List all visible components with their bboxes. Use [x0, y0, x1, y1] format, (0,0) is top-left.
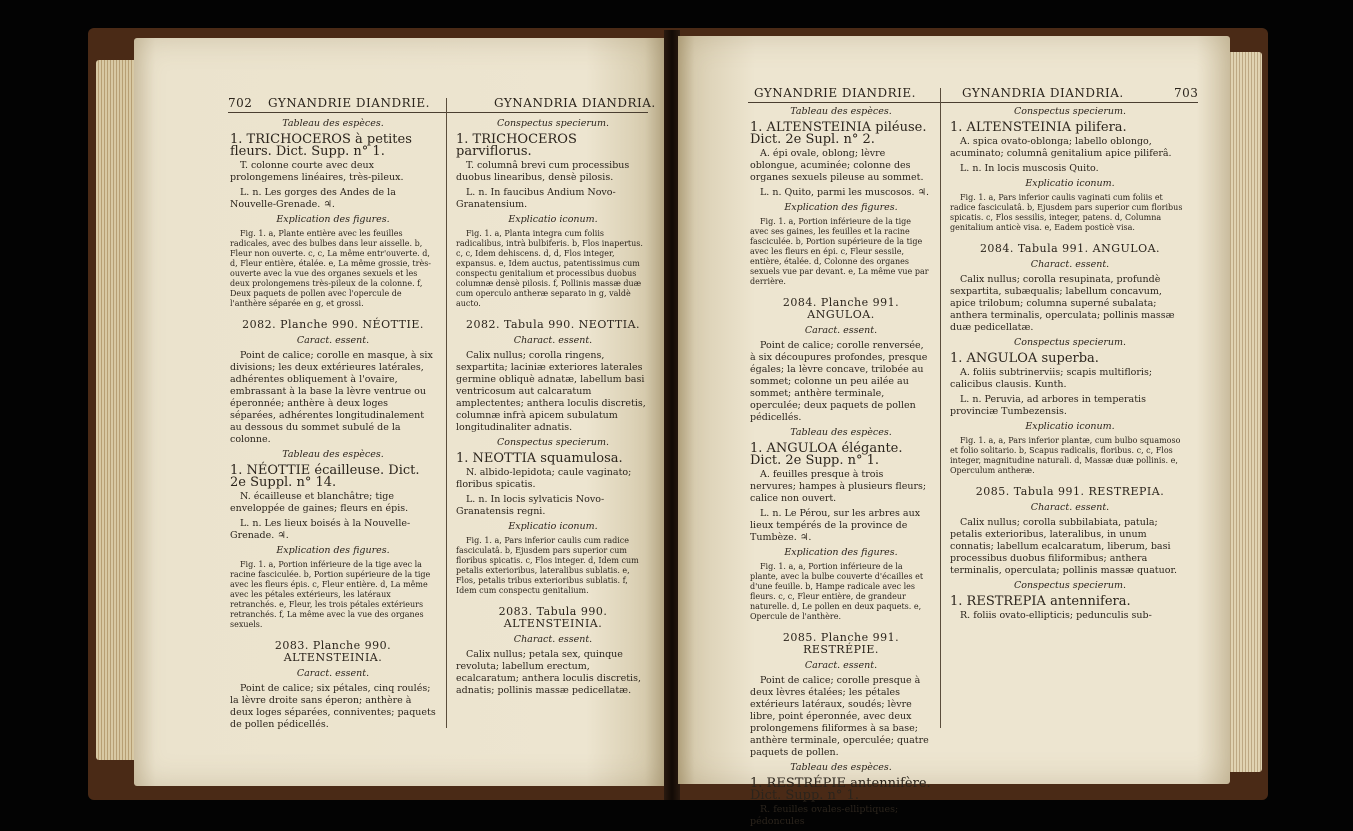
left-header-rule — [228, 112, 648, 113]
section-subheading: Tableau des espèces. — [790, 427, 892, 438]
figure-explanation: Fig. 1. a, Portion inférieure de la tige avec la racine fasciculée. b, Portion supérieure de la tige avec les fleurs épis. c, Fleur entière. d, La même avec les pétales extérieurs, les latéraux retranchés. e, Fleur, les trois pétales extérieurs retranchés. f, La même avec la vue des organes sexuels. — [230, 560, 431, 629]
species-heading: 1. ANGULOA superba. — [950, 351, 1099, 366]
figure-explanation: Fig. 1. a, a, Portion inférieure de la plante, avec la bulbe couverte d'écailles et d'une feuille. b, Hampe radicale avec les fleurs. c, c, Fleur entière, de grandeur naturelle. d, Le pollen en deux paquets. e, Opercule de l'anthère. — [750, 562, 924, 621]
section-subheading: Tableau des espèces. — [282, 118, 384, 129]
section-subheading: Tableau des espèces. — [790, 106, 892, 117]
body-paragraph: Point de calice; six pétales, cinq roulés; la lèvre droite sans éperon; anthère à deux loges séparées, conniventes; paquets de pollen pédicellés. — [230, 683, 436, 730]
figure-explanation: Fig. 1. a, Pars inferior caulis cum radice fasciculatâ. b, Ejusdem pars superior cum floribus spicatis. c, Flos integer. d, Idem cum petalis exterioribus, lateralibus sublatis. e, Flos, petalis tribus exterioribus sublatis. f, Idem cum conspectu genitalium. — [456, 536, 639, 595]
section-subheading: Tableau des espèces. — [790, 762, 892, 773]
section-subheading: Caract. essent. — [804, 660, 878, 671]
species-heading: 1. RESTREPIA antennifera. — [950, 594, 1131, 609]
body-paragraph: L. n. Les gorges des Andes de la Nouvelle-Grenade. ♃. — [230, 187, 396, 210]
section-subheading: Charact. essent. — [1030, 259, 1110, 270]
left-page-number: 702 — [228, 96, 253, 110]
body-paragraph: L. n. Peruvia, ad arbores in temperatis provinciæ Tumbezensis. — [950, 394, 1146, 417]
plate-title: 2085. Tabula 991. RESTREPIA. — [975, 485, 1165, 498]
section-subheading: Conspectus specierum. — [1013, 337, 1127, 348]
section-subheading: Caract. essent. — [296, 668, 370, 679]
body-paragraph: R. foliis ovato-ellipticis; pedunculis sub- — [960, 610, 1152, 621]
body-paragraph: T. columnâ brevi cum processibus duobus linearibus, densè pilosis. — [456, 160, 630, 183]
body-paragraph: L. n. In locis muscosis Quito. — [960, 163, 1099, 174]
body-paragraph: R. feuilles ovales-elliptiques; pédoncules — [750, 804, 899, 827]
body-paragraph: L. n. Le Pérou, sur les arbres aux lieux tempérés de la province de Tumbèze. ♃. — [750, 508, 921, 543]
right-running-head-la: GYNANDRIA DIANDRIA. — [962, 86, 1124, 100]
body-paragraph: Calix nullus; corolla resupinata, profundè sexpartita, subæqualis; labellum concavum, apice trilobum; columna superné subalata; anthera terminalis, operculata; pollinis massæ duæ pedicellatæ. — [950, 274, 1175, 333]
left-french-column — [230, 118, 436, 734]
body-paragraph: N. albido-lepidota; caule vaginato; floribus spicatis. — [456, 467, 632, 490]
body-paragraph: Calix nullus; corolla ringens, sexpartita; laciniæ exteriores laterales germine obliquè adnatæ, labellum basi ventricosum aut calcaratum amplectentes; anthera loculis discretis, columnæ infrà apicem subulatum longitudinaliter adnatis. — [456, 350, 646, 433]
section-subheading: Explicatio iconum. — [508, 521, 598, 532]
body-paragraph: Point de calice; corolle presque à deux lèvres étalées; les pétales extérieurs latéraux, soudés; lèvre libre, point éperonnée, avec deux prolongemens filiformes à sa base; anthère terminale, operculée; quatre paquets de pollen. — [750, 675, 929, 758]
left-latin-column — [456, 118, 650, 700]
right-page — [678, 36, 1230, 827]
body-paragraph: A. épi ovale, oblong; lèvre oblongue, acuminée; colonne des organes sexuels pileuse au sommet. — [750, 148, 924, 183]
section-subheading: Charact. essent. — [513, 634, 593, 645]
figure-explanation: Fig. 1. a, Planta integra cum foliis radicalibus, intrà bulbiferis. b, Flos inapertus. c, c, Idem dehiscens. d, d, Flos integer, expansus. e, Idem auctus, patentissimus cum conspectu genitalium et processibus duobus columnæ densè pilosis. f, Pollinis massæ duæ cum operculo antheræ separato in g, valdè aucto. — [456, 229, 643, 308]
body-paragraph: L. n. In faucibus Andium Novo-Granatensium. — [456, 187, 616, 210]
plate-title: 2083. Planche 990. ALTENSTEINIA. — [274, 639, 392, 664]
right-header-rule — [748, 102, 1198, 103]
plate-title: 2083. Tabula 990. ALTENSTEINIA. — [498, 605, 608, 630]
section-subheading: Caract. essent. — [804, 325, 878, 336]
section-subheading: Explicatio iconum. — [1025, 178, 1115, 189]
section-subheading: Charact. essent. — [513, 335, 593, 346]
left-page — [134, 38, 666, 786]
right-latin-column — [950, 106, 1190, 625]
left-column-rule — [446, 98, 447, 728]
body-paragraph: A. spica ovato-oblonga; labello oblongo, acuminato; columnâ genitalium apice piliferâ. — [950, 136, 1172, 159]
body-paragraph: Calix nullus; petala sex, quinque revoluta; labellum erectum, ecalcaratum; anthera loculis discretis, adnatis; pollinis massæ pedicellatæ. — [456, 649, 641, 696]
body-paragraph: Point de calice; corolle renversée, à six découpures profondes, presque égales; la lèvre concave, trilobée au sommet; colonne un peu ailée au sommet; anthère terminale, operculée; deux paquets de pollen pédicellés. — [750, 340, 928, 423]
left-page-edges — [96, 60, 136, 760]
section-subheading: Caract. essent. — [296, 335, 370, 346]
figure-explanation: Fig. 1. a, Plante entière avec les feuilles radicales, avec des bulbes dans leur aisselle. b, Fleur non ouverte. c, c, La même entr'ouverte. d, d, Fleur entière, étalée. e, La même grossie, très-ouverte avec la vue des organes sexuels et les deux prolongemens très-pileux de la colonne. f, Deux paquets de pollen avec l'opercule de l'anthère séparée en g, et grossi. — [230, 229, 432, 308]
section-subheading: Conspectus specierum. — [1013, 580, 1127, 591]
species-heading: 1. TRICHOCEROS à petites fleurs. Dict. Supp. n° 1. — [230, 132, 412, 159]
body-paragraph: T. colonne courte avec deux prolongemens linéaires, très-pileux. — [230, 160, 404, 183]
plate-title: 2085. Planche 991. RESTRÉPIE. — [782, 631, 900, 656]
section-subheading: Charact. essent. — [1030, 502, 1110, 513]
right-page-edges — [1228, 52, 1262, 772]
right-column-rule — [940, 88, 941, 728]
species-heading: 1. ANGULOA élégante. Dict. 2e Supp. n° 1. — [750, 441, 903, 468]
figure-explanation: Fig. 1. a, a, Pars inferior plantæ, cum bulbo squamoso et folio solitario. b, Scapus radicalis, floribus. c, c, Flos integer, magnitudine naturali. d, Massæ duæ pollinis. e, Operculum antheræ. — [950, 436, 1181, 475]
species-heading: 1. RESTRÉPIE antennifère. Dict. Supp. n° 1. — [750, 776, 931, 803]
species-heading: 1. ALTENSTEINIA pilifera. — [950, 120, 1127, 135]
right-page-number: 703 — [1174, 86, 1199, 100]
section-subheading: Explication des figures. — [784, 547, 898, 558]
right-running-head-fr: GYNANDRIE DIANDRIE. — [754, 86, 916, 100]
section-subheading: Explication des figures. — [784, 202, 898, 213]
body-paragraph: Calix nullus; corolla subbilabiata, patula; petalis exterioribus, lateralibus, in unum connatis; labellum ecalcaratum, liberum, basi processibus duobus filiformibus; anthera terminalis, operculata; pollinis massæ quatuor. — [950, 517, 1177, 576]
section-subheading: Conspectus specierum. — [1013, 106, 1127, 117]
plate-title: 2082. Tabula 990. NEOTTIA. — [465, 318, 641, 331]
section-subheading: Explication des figures. — [276, 545, 390, 556]
plate-title: 2082. Planche 990. NÉOTTIE. — [242, 318, 424, 331]
body-paragraph: L. n. Les lieux boisés à la Nouvelle-Grenade. ♃. — [230, 518, 411, 541]
left-running-head-fr: GYNANDRIE DIANDRIE. — [268, 96, 430, 110]
body-paragraph: Point de calice; corolle en masque, à six divisions; les deux extérieures latérales, adhérentes obliquement à l'ovaire, embrassant à la base la lèvre ventrue ou éperonnée; anthère à deux loges séparées, adhérentes longitudinalement au dessous du sommet subulé de la colonne. — [230, 350, 433, 445]
plate-title: 2084. Planche 991. ANGULOA. — [782, 296, 900, 321]
body-paragraph: L. n. Quito, parmi les muscosos. ♃. — [760, 187, 930, 198]
body-paragraph: A. feuilles presque à trois nervures; hampes à plusieurs fleurs; calice non ouvert. — [750, 469, 927, 504]
figure-explanation: Fig. 1. a, Pars inferior caulis vaginati cum foliis et radice fasciculatâ. b, Ejusdem pars superior cum floribus spicatis. c, Flos sessilis, integer, patens. d, Columna genitalium anticè visa. e, Eadem posticè visa. — [950, 193, 1183, 232]
section-subheading: Explicatio iconum. — [508, 214, 598, 225]
body-paragraph: N. écailleuse et blanchâtre; tige enveloppée de gaines; fleurs en épis. — [230, 491, 409, 514]
section-subheading: Conspectus specierum. — [496, 118, 610, 129]
body-paragraph: L. n. In locis sylvaticis Novo-Granatensis regni. — [456, 494, 605, 517]
species-heading: 1. NÉOTTIE écailleuse. Dict. 2e Suppl. n° 14. — [230, 463, 420, 490]
section-subheading: Explicatio iconum. — [1025, 421, 1115, 432]
right-french-column — [750, 106, 932, 831]
species-heading: 1. NEOTTIA squamulosa. — [456, 451, 623, 466]
figure-explanation: Fig. 1. a, Portion inférieure de la tige avec ses gaines, les feuilles et la racine fasciculée. b, Portion supérieure de la tige avec les fleurs en épi. c, Fleur sessile, entière, étalée. d, Colonne des organes sexuels vue par devant. e, La même vue par derrière. — [750, 217, 929, 286]
body-paragraph: A. foliis subtrinerviis; scapis multifloris; calicibus clausis. Kunth. — [950, 367, 1153, 390]
plate-title: 2084. Tabula 991. ANGULOA. — [979, 242, 1161, 255]
left-running-head-la: GYNANDRIA DIANDRIA. — [494, 96, 656, 110]
species-heading: 1. TRICHOCEROS parviflorus. — [456, 132, 577, 159]
section-subheading: Explication des figures. — [276, 214, 390, 225]
section-subheading: Conspectus specierum. — [496, 437, 610, 448]
section-subheading: Tableau des espèces. — [282, 449, 384, 460]
species-heading: 1. ALTENSTEINIA piléuse. Dict. 2e Supl. n° 2. — [750, 120, 927, 147]
